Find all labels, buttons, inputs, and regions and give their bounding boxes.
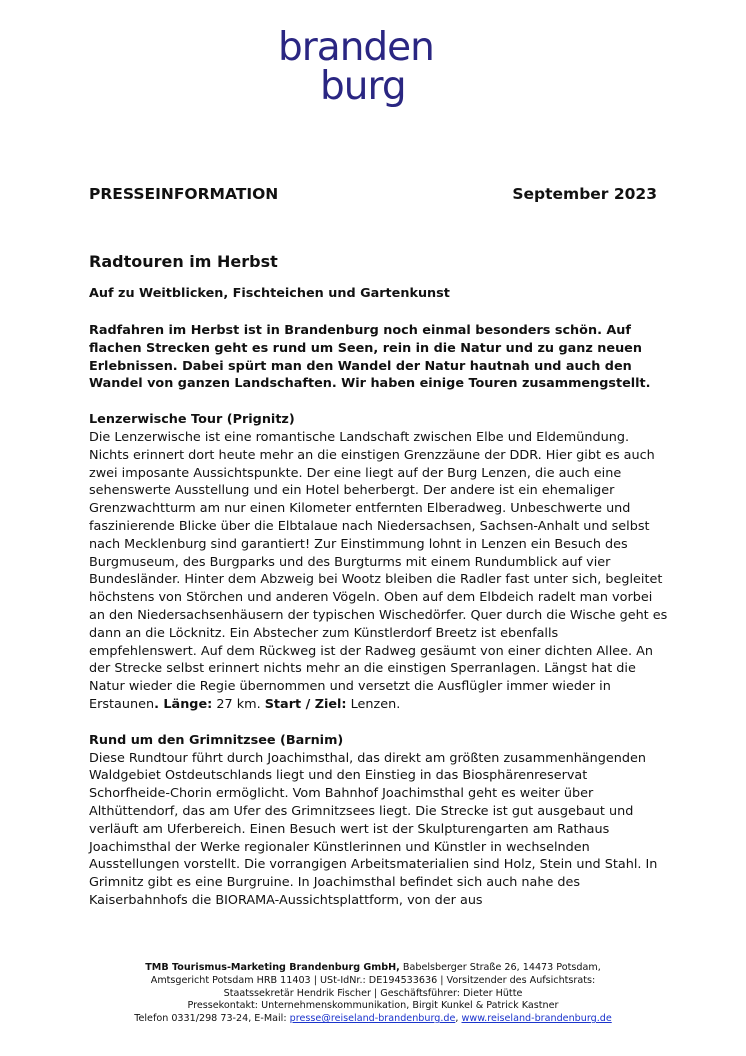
start-value: Lenzen.: [350, 696, 401, 712]
footer-phone: Telefon 0331/298 73-24, E-Mail:: [134, 1013, 287, 1025]
footer-line-2: Amtsgericht Potsdam HRB 11403 | USt-IdNr.: DE194533636 | Vorsitzender des Aufsichtsrats:: [150, 974, 596, 986]
header-row: [89, 185, 657, 203]
logo-line-1: branden: [278, 25, 434, 70]
page-title: Radtouren im Herbst: [89, 252, 278, 271]
footer-separator: ,: [455, 1013, 459, 1025]
footer-address: Babelsberger Straße 26, 14473 Potsdam,: [402, 962, 601, 973]
website-link[interactable]: www.reiseland-brandenburg.de: [461, 1013, 612, 1025]
start-label: Start / Ziel:: [264, 696, 347, 712]
email-link[interactable]: presse@reiseland-brandenburg.de: [289, 1013, 456, 1025]
footer-line-5: [80, 1013, 666, 1026]
section-heading: Rund um den Grimnitzsee (Barnim): [89, 732, 344, 748]
section-paragraph: Die Lenzerwische ist eine romantische Landschaft zwischen Elbe und Eldemündung. Nichts erinnert dort heute mehr an die einstigen Grenzzäune der DDR. Hier gibt es auch zwei imposante Aussichtspunkte. Der eine liegt auf der Burg Lenzen, die auch eine sehenswerte Ausstellung und ein Hotel beherbergt. Der andere ist ein ehemaliger Grenzwachtturm am nur einen Kilometer entfernten Elberadweg. Unbeschwerte und faszinierende Blicke über die Elbtalaue nach Niedersachsen, Sachsen-Anhalt und selbst nach Mecklenburg sind garantiert! Zur Einstimmung lohnt in Lenzen ein Besuch des Burgmuseum, des Burgparks und des Burgturms mit einem Rundumblick auf vier Bundesländer. Hinter dem Abzweig bei Wootz bleiben die Radler fast unter sich, begleitet höchstens von Störchen und anderen Vögeln. Oben auf dem Elbdeich radelt man vorbei an den Niedersachsenhäusern der typischen Wischedörfer. Quer durch die Wische geht es dann an die Löcknitz. Ein Abstecher zum Künstlerdorf Breetz ist ebenfalls empfehlenswert. Auf dem Rückweg ist der Radweg gesäumt von einer dichten Allee. An der Strecke selbst erinnert nichts mehr an die einstigen Sperranlagen. Längst hat die Natur wieder die Regie übernommen und versetzt die Ausflügler immer wieder in Erstaunen. Länge: 27 km. Start / Ziel: Lenzen.: [89, 429, 668, 712]
presseinformation-label: PRESSEINFORMATION: [89, 185, 279, 203]
footer-company: TMB Tourismus-Marketing Brandenburg GmbH,: [145, 962, 400, 973]
footer-line-1: [80, 962, 666, 975]
footer-line-4: Pressekontakt: Unternehmenskommunikation, Birgit Kunkel & Patrick Kastner: [187, 1000, 559, 1012]
footer-line-3: Staatssekretär Hendrik Fischer | Geschäftsführer: Dieter Hütte: [223, 987, 523, 999]
intro-paragraph: Radfahren im Herbst ist in Brandenburg noch einmal besonders schön. Auf flachen Strecken geht es rund um Seen, rein in die Natur und zu ganz neuen Erlebnissen. Dabei spürt man den Wandel der Natur hautnah und auch den Wandel von ganzen Landschaften. Wir haben einige Touren zusammengstellt.: [89, 323, 651, 392]
length-label: Länge:: [163, 696, 213, 712]
page-subtitle: Auf zu Weitblicken, Fischteichen und Gartenkunst: [89, 286, 450, 301]
article-body: [89, 322, 669, 928]
section-text: Die Lenzerwische ist eine romantische Landschaft zwischen Elbe und Eldemündung. Nichts erinnert dort heute mehr an die einstigen Grenzzäune der DDR. Hier gibt es auch zwei imposante Aussichtspunkte. Der eine liegt auf der Burg Lenzen, die auch eine sehenswerte Ausstellung und ein Hotel beherbergt. Der andere ist ein ehemaliger Grenzwachtturm am nur einen Kilometer entfernten Elberadweg. Unbeschwerte und faszinierende Blicke über die Elbtalaue nach Niedersachsen, Sachsen-Anhalt und selbst nach Mecklenburg sind garantiert! Zur Einstimmung lohnt in Lenzen ein Besuch des Burgmuseum, des Burgparks und des Burgturms mit einem Rundumblick auf vier Bundesländer. Hinter dem Abzweig bei Wootz bleiben die Radler fast unter sich, begleitet höchstens von Störchen und anderen Vögeln. Oben auf dem Elbdeich radelt man vorbei an den Niedersachsenhäusern der typischen Wischedörfer. Quer durch die Wische geht es dann an die Löcknitz. Ein Abstecher zum Künstlerdorf Breetz ist ebenfalls empfehlenswert. Auf dem Rückweg ist der Radweg gesäumt von einer dichten Allee. An der Strecke selbst erinnert nichts mehr an die einstigen Sperranlagen. Längst hat die Natur wieder die Regie übernommen und versetzt die Ausflügler immer wieder in Erstaunen: [89, 429, 668, 712]
section-paragraph: Diese Rundtour führt durch Joachimsthal, das direkt am größten zusammenhängenden Waldgebiet Ostdeutschlands liegt und den Einstieg in das Biosphärenreservat Schorfheide-Chorin ermöglicht. Vom Bahnhof Joachimsthal geht es weiter über Althüttendorf, das am Ufer des Grimnitzsees liegt. Die Strecke ist gut ausgebaut und verläuft am Uferbereich. Einen Besuch wert ist der Skulpturengarten am Rathaus Joachimsthal der Werke regionaler Künstlerinnen und Künstler in wechselnden Ausstellungen vorstellt. Die vorrangigen Arbeitsmaterialien sind Holz, Stein und Stahl. In Grimnitz gibt es eine Burgruine. In Joachimsthal befindet sich auch nahe des Kaiserbahnhofs die BIORAMA-Aussichtsplattform, von der aus: [89, 750, 658, 908]
section-heading: Lenzerwische Tour (Prignitz): [89, 412, 295, 428]
length-value: 27 km.: [216, 696, 261, 712]
publication-date: September 2023: [512, 185, 657, 203]
footer: [80, 962, 666, 1026]
logo-line-2: burg: [320, 64, 406, 109]
